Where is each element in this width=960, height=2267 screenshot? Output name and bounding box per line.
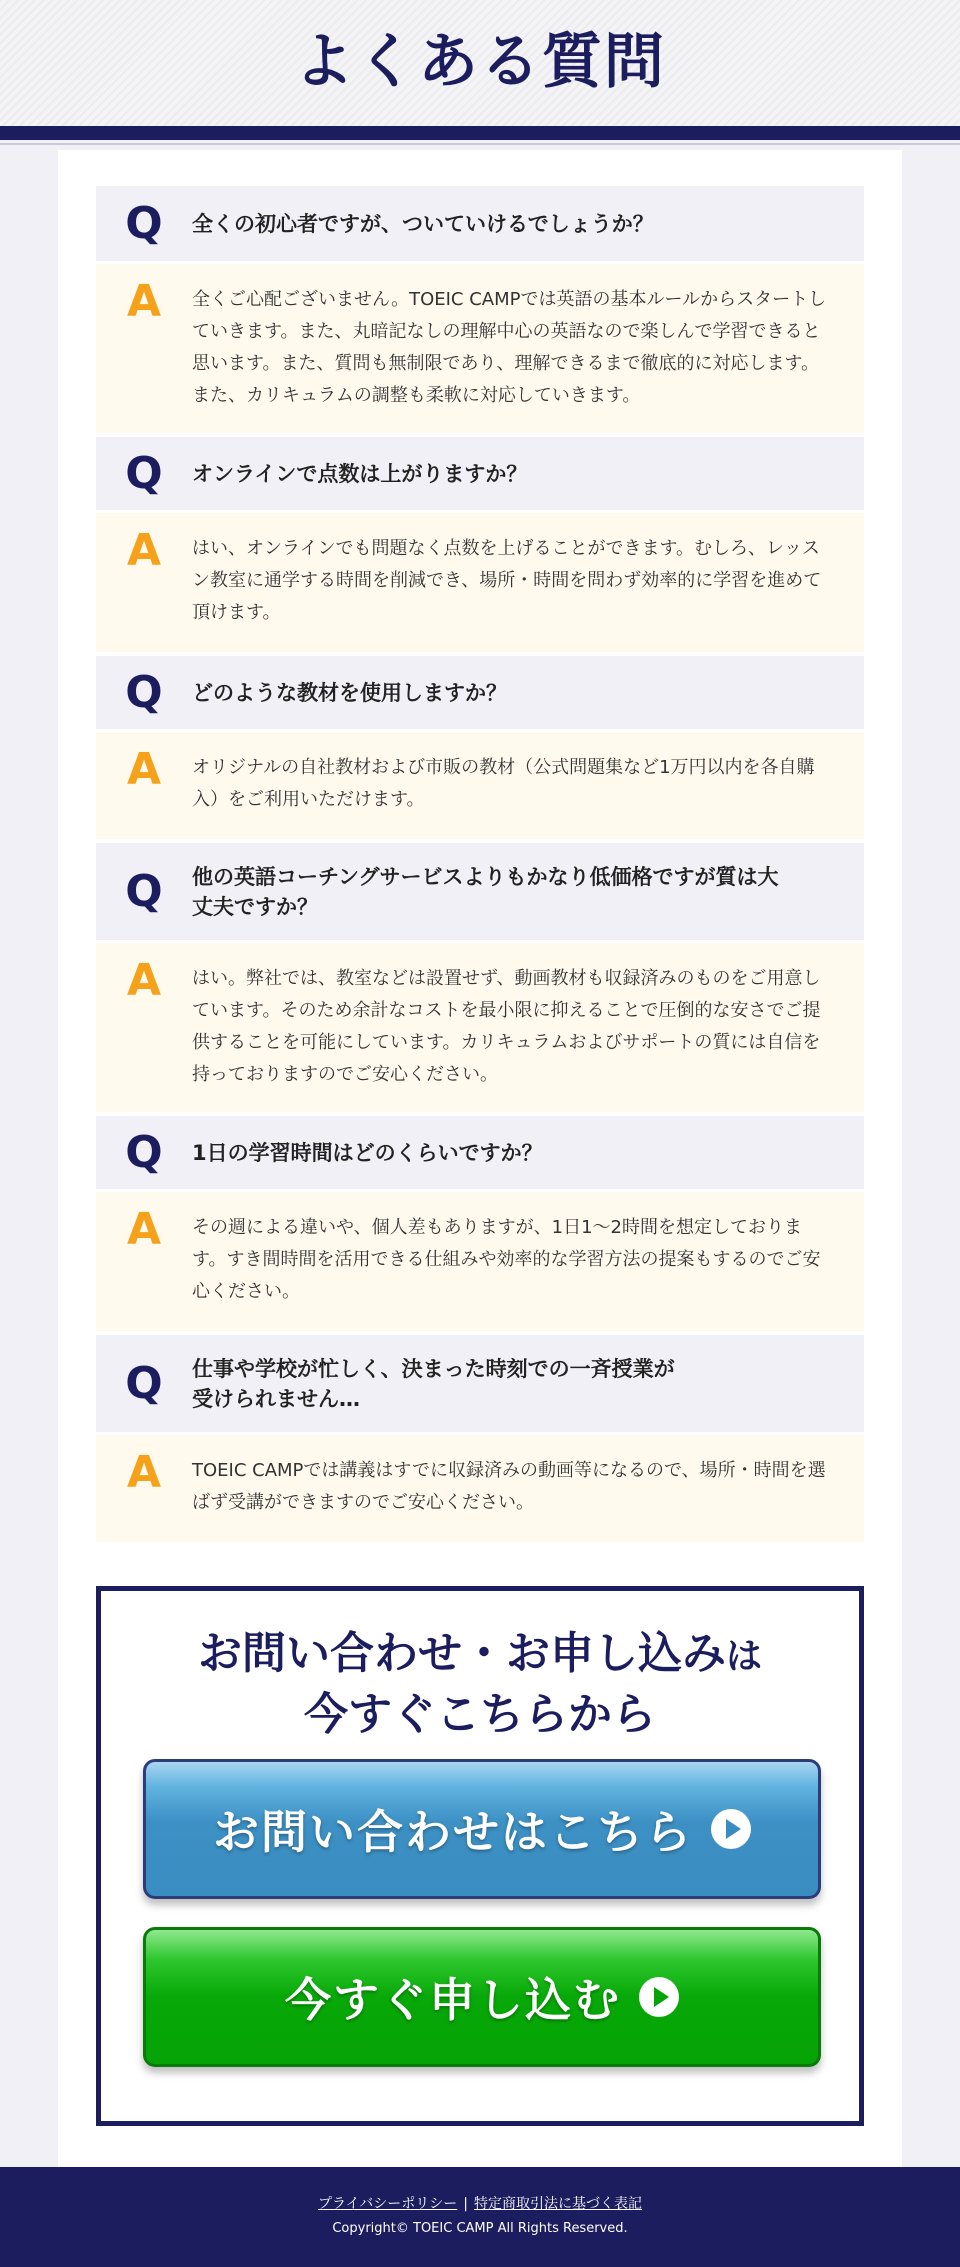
faq-question: どのような教材を使用しますか？ [192,680,507,705]
faq-answer-row [96,264,864,433]
faq-question-row[interactable] [96,1116,864,1189]
faq-answer-row [96,943,864,1112]
play-circle-icon [639,1977,679,2017]
faq-answer: その週による違いや、個人差もありますが、1日1〜2時間を想定しております。すき間時間を活用できる仕組みや効率的な学習方法の提案もするのでご安心ください。 [192,1217,821,1302]
faq-question-row[interactable] [96,437,864,510]
a-mark: A [126,276,162,327]
cta-title-particle: は [725,1636,762,1677]
faq-question: 全くの初心者ですが、ついていけるでしょうか？ [192,211,654,236]
faq-answer-row [96,1435,864,1542]
a-mark: A [126,955,162,1006]
faq-question-row[interactable] [96,186,864,261]
faq-list [96,186,864,1546]
faq-answer-row [96,1192,864,1331]
privacy-policy-link[interactable]: プライバシーポリシー [317,2196,458,2212]
copyright-text: Copyright© TOEIC CAMP All Rights Reserved. [332,2221,628,2236]
faq-question-row[interactable] [96,656,864,729]
cta-title-sub: 今すぐこちらから [304,1689,656,1740]
faq-question-row[interactable] [96,1335,864,1432]
apply-button[interactable] [143,1927,821,2067]
a-mark: A [126,1447,162,1498]
contact-button-label: お問い合わせはこちら [213,1805,693,1859]
faq-answer: はい、オンラインでも問題なく点数を上げることができます。むしろ、レッスン教室に通学する時間を削減でき、場所・時間を問わず効率的に学習を進めて頂けます。 [192,538,822,623]
header-divider-thin [0,143,960,145]
contact-button[interactable] [143,1759,821,1899]
q-mark: Q [125,448,163,499]
play-circle-icon [711,1809,751,1849]
faq-answer-row [96,513,864,652]
q-mark: Q [125,1127,163,1178]
faq-answer: 全くご心配ございません。TOEIC CAMPでは英語の基本ルールからスタートしていきます。また、丸暗記なしの理解中心の英語なので楽しんで学習できると思います。また、質問も無制限であり、理解できるまで徹底的に対応します。また、カリキュラムの調整も柔軟に対応していきます。 [192,289,827,406]
footer-links [0,2193,960,2213]
a-mark: A [126,525,162,576]
site-footer [0,2167,960,2267]
faq-question: 1日の学習時間はどのくらいですか？ [192,1140,543,1165]
footer-separator: | [463,2196,469,2212]
faq-answer: TOEIC CAMPでは講義はすでに収録済みの動画等になるので、場所・時間を選ばず受講ができますのでご安心ください。 [192,1460,826,1513]
tokushoho-link[interactable]: 特定商取引法に基づく表記 [474,2196,643,2212]
faq-answer: オリジナルの自社教材および市販の教材（公式問題集など1万円以内を各自購入）をご利用いただけます。 [192,757,815,810]
q-mark: Q [125,1358,163,1409]
faq-answer-row [96,732,864,839]
header-divider [0,126,960,140]
page-title: よくある質問 [294,27,666,97]
faq-answer: はい。弊社では、教室などは設置せず、動画教材も収録済みのものをご用意しています。そのため余計なコストを最小限に抑えることで圧倒的な安さでご提供することを可能にしています。カリキュラムおよびサポートの質には自信を持っておりますのでご安心ください。 [192,968,821,1085]
faq-question: 仕事や学校が忙しく、決まった時刻での一斉授業が受けられません… [192,1356,675,1411]
q-mark: Q [125,198,163,249]
faq-question: 他の英語コーチングサービスよりもかなり低価格ですが質は大丈夫ですか？ [192,864,779,919]
q-mark: Q [125,866,163,917]
faq-question-row[interactable] [96,843,864,940]
cta-box [96,1586,864,2126]
a-mark: A [126,1204,162,1255]
faq-question: オンラインで点数は上がりますか？ [192,461,528,486]
cta-title-main: お問い合わせ・お申し込み [197,1628,726,1679]
a-mark: A [126,744,162,795]
apply-button-label: 今すぐ申し込む [285,1973,621,2027]
page-header [0,0,960,126]
cta-title [101,1625,859,1744]
q-mark: Q [125,667,163,718]
